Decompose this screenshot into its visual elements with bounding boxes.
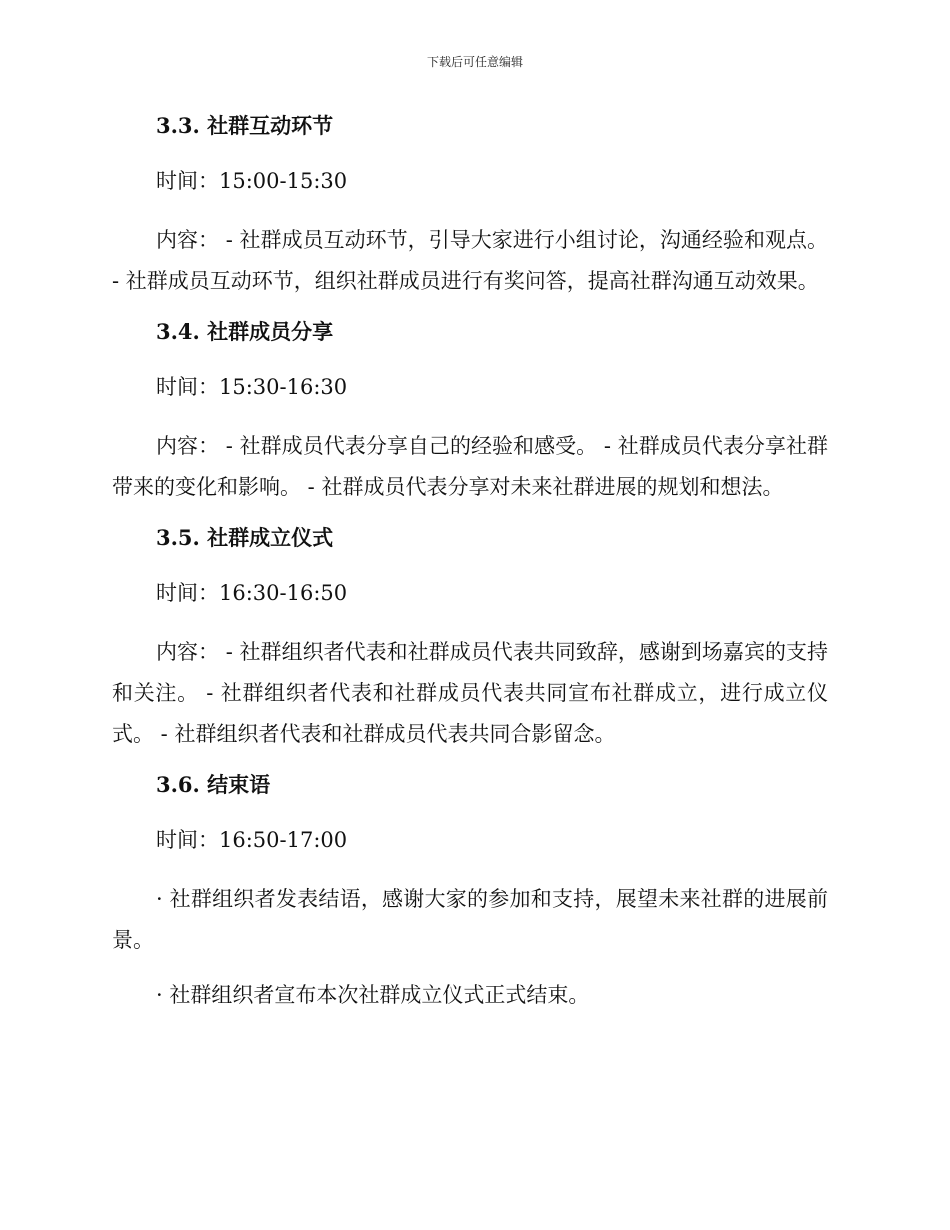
section-time: 时间：15:30-16:30	[156, 375, 348, 399]
section-founding-ceremony	[112, 522, 828, 755]
section-social-interaction	[112, 110, 828, 302]
section-closing-remarks	[112, 769, 828, 1016]
section-paragraph: · 社群组织者发表结语，感谢大家的参加和支持，展望未来社群的进展前景。	[112, 887, 828, 952]
page-header-note: 下载后可任意编辑	[426, 55, 523, 69]
section-paragraph: 内容： - 社群成员互动环节，引导大家进行小组讨论，沟通经验和观点。 - 社群成员互动环节，组织社群成员进行有奖问答，提高社群沟通互动效果。	[112, 228, 828, 293]
section-title: 3.6. 结束语	[156, 772, 271, 797]
section-title: 3.5. 社群成立仪式	[156, 525, 334, 550]
section-paragraph: 内容： - 社群组织者代表和社群成员代表共同致辞，感谢到场嘉宾的支持和关注。 - 社群组织者代表和社群成员代表共同宣布社群成立，进行成立仪式。 - 社群组织者代表和社群成员代表共同合影留念。	[112, 640, 828, 746]
section-member-sharing	[112, 316, 828, 508]
section-time: 时间：16:30-16:50	[156, 581, 348, 605]
section-paragraph: · 社群组织者宣布本次社群成立仪式正式结束。	[156, 983, 590, 1007]
section-time: 时间：15:00-15:30	[156, 169, 348, 193]
section-time: 时间：16:50-17:00	[156, 828, 348, 852]
section-title: 3.4. 社群成员分享	[156, 319, 334, 344]
section-title: 3.3. 社群互动环节	[156, 113, 334, 138]
section-paragraph: 内容： - 社群成员代表分享自己的经验和感受。 - 社群成员代表分享社群带来的变化和影响。 - 社群成员代表分享对未来社群进展的规划和想法。	[112, 434, 828, 499]
document-body	[112, 110, 828, 1030]
